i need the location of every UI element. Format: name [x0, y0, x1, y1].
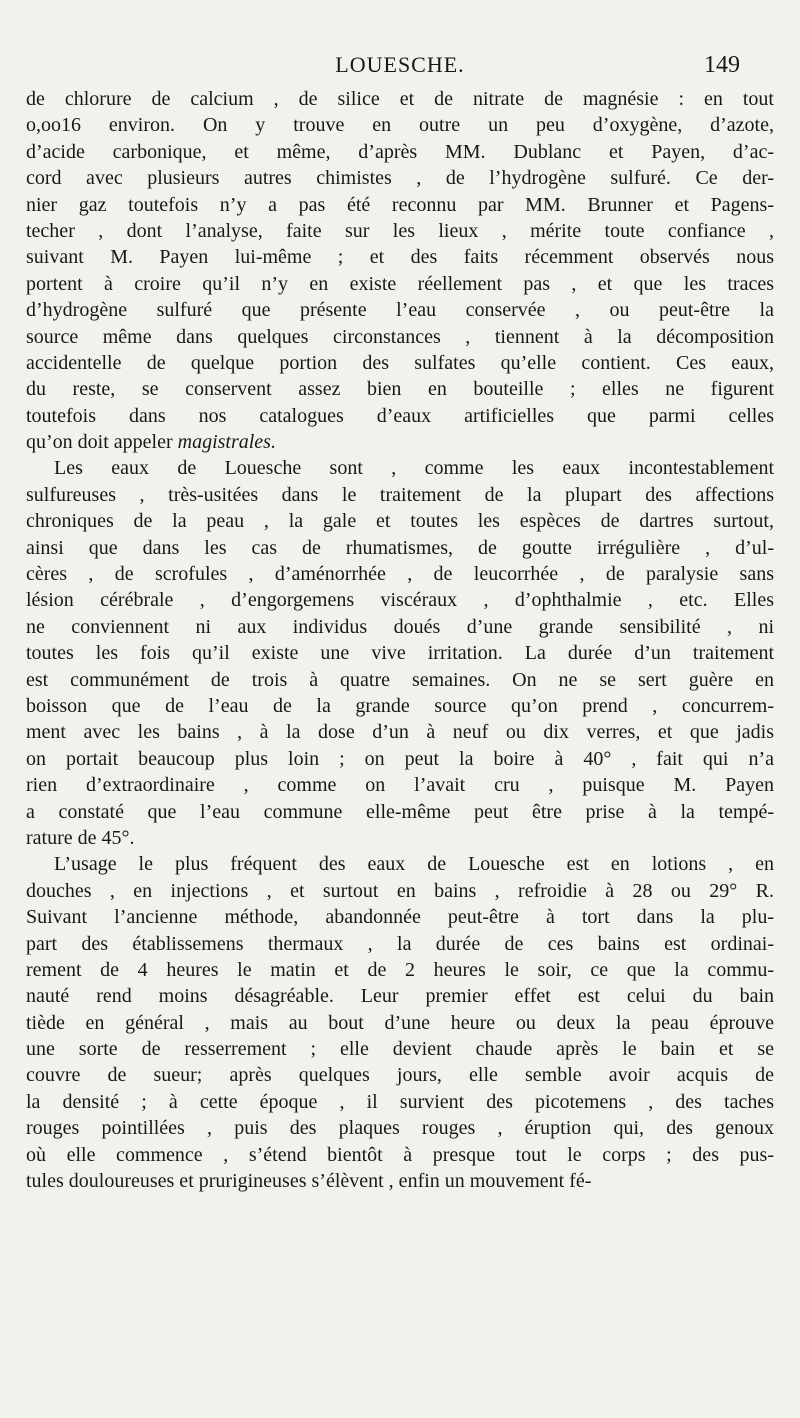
emphasis: magistrales. — [177, 431, 276, 454]
text-line: ainsi que dans les cas de rhumatismes, de goutte irrégulière , d’ul- — [26, 536, 774, 559]
text-line: chroniques de la peau , la gale et toutes les espèces de dartres surtout, — [26, 510, 774, 533]
text-line: lésion cérébrale , d’engorgemens viscéraux , d’ophthalmie , etc. Elles — [26, 589, 774, 612]
paragraph — [26, 851, 774, 1194]
paragraph — [26, 86, 774, 455]
text-line: tules douloureuses et prurigineuses s’élèvent , enfin un mouvement fé- — [26, 1170, 592, 1193]
body-text — [26, 86, 774, 1194]
text-line: o,oo16 environ. On y trouve en outre un peu d’oxygène, d’azote, — [26, 114, 774, 137]
text-line: cord avec plusieurs autres chimistes , de l’hydrogène sulfuré. Ce der- — [26, 167, 774, 190]
text-line: rature de 45°. — [26, 826, 135, 849]
text-line: où elle commence , s’étend bientôt à presque tout le corps ; des pus- — [26, 1143, 774, 1166]
page-header — [26, 52, 774, 86]
text-line: une sorte de resserrement ; elle devient chaude après le bain et se — [26, 1038, 774, 1061]
text-line: sulfureuses , très-usitées dans le traitement de la plupart des affections — [26, 483, 774, 506]
text-line: tiède en général , mais au bout d’une heure ou deux la peau éprouve — [26, 1011, 774, 1034]
text-line: techer , dont l’analyse, faite sur les lieux , mérite toute confiance , — [26, 219, 774, 242]
text-line: rement de 4 heures le matin et de 2 heures le soir, ce que la commu- — [26, 958, 774, 981]
text-line: L’usage le plus fréquent des eaux de Louesche est en lotions , en — [54, 853, 774, 876]
text-line: on portait beaucoup plus loin ; on peut la boire à 40° , fait qui n’a — [26, 747, 774, 770]
text-line: ne conviennent ni aux individus doués d’une grande sensibilité , ni — [26, 615, 774, 638]
text-line: suivant M. Payen lui-même ; et des faits récemment observés nous — [26, 246, 774, 269]
text-line: source même dans quelques circonstances , tiennent à la décomposition — [26, 325, 774, 348]
text-line: boisson que de l’eau de la grande source qu’on prend , concurrem- — [26, 694, 774, 717]
text-line: accidentelle de quelque portion des sulfates qu’elle contient. Ces eaux, — [26, 351, 774, 374]
text-line: Les eaux de Louesche sont , comme les eaux incontestablement — [54, 457, 774, 480]
text-line: couvre de sueur; après quelques jours, elle semble avoir acquis de — [26, 1064, 774, 1087]
text-line: Suivant l’ancienne méthode, abandonnée peut-être à tort dans la plu- — [26, 906, 774, 929]
text-line: nier gaz toutefois n’y a pas été reconnu par MM. Brunner et Pagens- — [26, 193, 774, 216]
text-line: d’acide carbonique, et même, d’après MM. Dublanc et Payen, d’ac- — [26, 140, 774, 163]
text-line: rien d’extraordinaire , comme on l’avait cru , puisque M. Payen — [26, 774, 774, 797]
text-line: est communément de trois à quatre semaines. On ne se sert guère en — [26, 668, 774, 691]
running-title: LOUESCHE. — [335, 52, 465, 77]
text-line: de chlorure de calcium , de silice et de nitrate de magnésie : en tout — [26, 88, 774, 110]
text-line: toutes les fois qu’il existe une vive irritation. La durée d’un traitement — [26, 642, 774, 665]
paragraph — [26, 455, 774, 851]
text-line: part des établissemens thermaux , la durée de ces bains est ordinai- — [26, 932, 774, 955]
text-line: rouges pointillées , puis des plaques rouges , éruption qui, des genoux — [26, 1117, 774, 1140]
text-line: nauté rend moins désagréable. Leur premier effet est celui du bain — [26, 985, 774, 1008]
text-line: d’hydrogène sulfuré que présente l’eau conservée , ou peut-être la — [26, 299, 774, 322]
text-line: toutefois dans nos catalogues d’eaux artificielles que parmi celles — [26, 404, 774, 427]
page-number: 149 — [704, 52, 740, 78]
text-line: du reste, se conservent assez bien en bouteille ; elles ne figurent — [26, 378, 774, 401]
text-line: portent à croire qu’il n’y en existe réellement pas , et que les traces — [26, 272, 774, 295]
text-line: qu’on doit appeler magistrales. — [26, 431, 276, 454]
text-line: a constaté que l’eau commune elle-même peut être prise à la tempé- — [26, 800, 774, 823]
text-line: cères , de scrofules , d’aménorrhée , de leucorrhée , de paralysie sans — [26, 563, 774, 586]
text-line: ment avec les bains , à la dose d’un à neuf ou dix verres, et que jadis — [26, 721, 774, 744]
text-line: douches , en injections , et surtout en bains , refroidie à 28 ou 29° R. — [26, 879, 774, 902]
text-line: la densité ; à cette époque , il survient des picotemens , des taches — [26, 1090, 774, 1113]
